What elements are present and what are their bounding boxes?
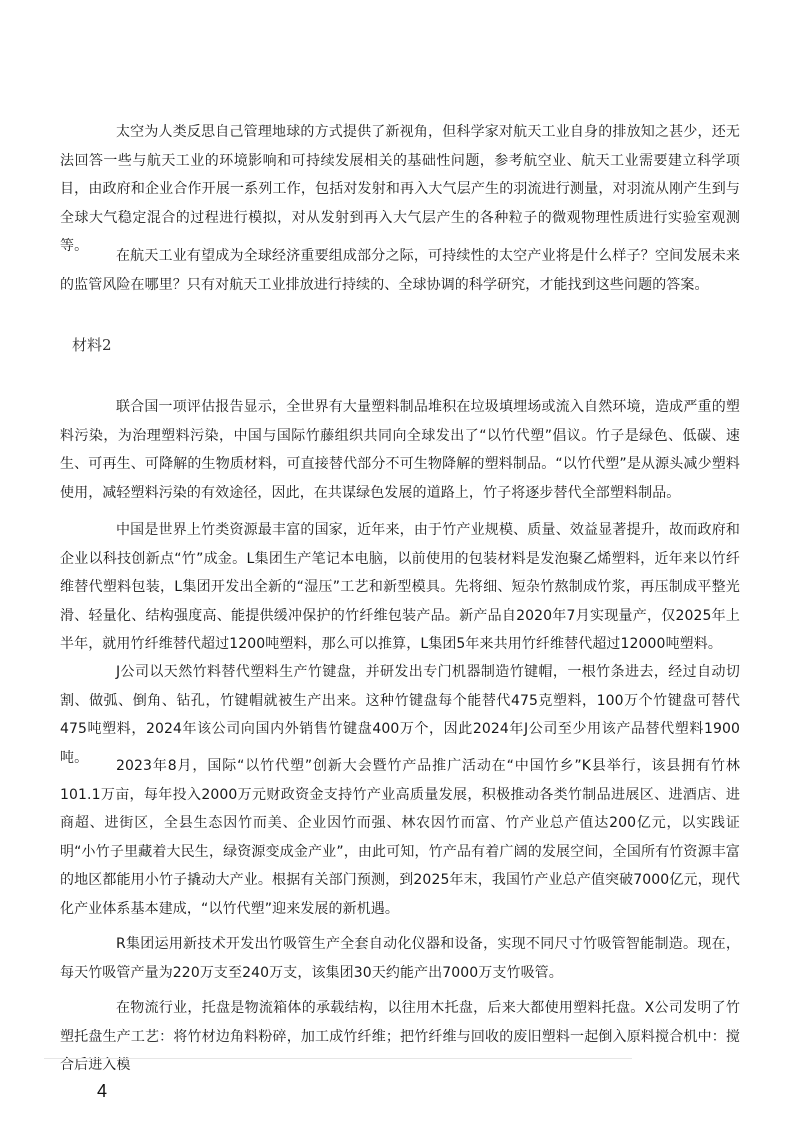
paragraph-j-company: J公司以天然竹料替代塑料生产竹键盘，并研发出专门机器制造竹键帽，一根竹条进去，经过自动切割、做弧、倒角、钻孔，竹键帽就被生产出来。这种竹键盘每个能替代475克塑料，100万个竹键盘可替代475吨塑料，2024年该公司向国内外销售竹键盘400万个，因此2024年J公司至少用该产品替代塑料1900吨。 xyxy=(60,664,740,766)
page-number: 4 xyxy=(97,1081,108,1101)
paragraph-space-industry-1: 太空为人类反思自己管理地球的方式提供了新视角，但科学家对航天工业自身的排放知之甚少，还无法回答一些与航天工业的环境影响和可持续发展相关的基础性问题，参考航空业、航天工业需要建立科学项目，由政府和企业合作开展一系列工作，包括对发射和再入大气层产生的羽流进行测量，对羽流从刚产生到与全球大气稳定混合的过程进行模拟，对从发射到再入大气层产生的各种粒子的微观物理性质进行实验室观测等。 xyxy=(60,124,740,254)
paragraph-space-industry-2: 在航天工业有望成为全球经济重要组成部分之际，可持续性的太空产业将是什么样子？空间发展未来的监管风险在哪里？只有对航天工业排放进行持续的、全球协调的科学研究，才能找到这些问题的答案。 xyxy=(60,248,740,293)
section-heading-material-2: 材料2 xyxy=(72,336,112,354)
paragraph-un-report: 联合国一项评估报告显示，全世界有大量塑料制品堆积在垃圾填埋场或流入自然环境，造成严重的塑料污染，为治理塑料污染，中国与国际竹藤组织共同向全球发出了“以竹代塑”倡议。竹子是绿色、低碳、速生、可再生、可降解的生物质材料，可直接替代部分不可生物降解的塑料制品。“以竹代塑”是从源头减少塑料使用，减轻塑料污染的有效途径，因此，在共谋绿色发展的道路上，竹子将逐步替代全部塑料制品。 xyxy=(60,399,740,501)
paragraph-x-company: 在物流行业，托盘是物流箱体的承载结构，以往用木托盘，后来大都使用塑料托盘。X公司发明了竹塑托盘生产工艺：将竹材边角料粉碎，加工成竹纤维；把竹纤维与回收的废旧塑料一起倒入原料搅合机中：搅合后进入模 xyxy=(60,1000,740,1073)
paragraph-k-county: 2023年8月，国际“以竹代塑”创新大会暨竹产品推广活动在“中国竹乡”K县举行，该县拥有竹林101.1万亩，每年投入2000万元财政资金支持竹产业高质量发展，积极推动各类竹制品进展区、进酒店、进商超、进街区，全县生态因竹而美、企业因竹而强、林农因竹而富、竹产业总产值达200亿元，以实践证明“小竹子里藏着大民生，绿资源变成金产业”，由此可知，竹产品有着广阔的发展空间，全国所有竹资源丰富的地区都能用小竹子撬动大产业。根据有关部门预测，到2025年末，我国竹产业总产值突破7000亿元，现代化产业体系基本建成，“以竹代塑”迎来发展的新机遇。 xyxy=(60,758,740,917)
paragraph-l-group: 中国是世界上竹类资源最丰富的国家，近年来，由于竹产业规模、质量、效益显著提升，故而政府和企业以科技创新点“竹”成金。L集团生产笔记本电脑，以前使用的包装材料是发泡聚乙烯塑料，近年来以竹纤维替代塑料包装，L集团开发出全新的“湿压”工艺和新型模具。先将细、短杂竹熬制成竹浆，再压制成平整光滑、轻量化、结构强度高、能提供缓冲保护的竹纤维包装产品。新产品自2020年7月实现量产，仅2025年上半年，就用竹纤维替代超过1200吨塑料，那么可以推算，L集团5年来共用竹纤维替代超过12000吨塑料。 xyxy=(60,522,740,652)
footer-divider xyxy=(44,1058,632,1059)
paragraph-r-group: R集团运用新技术开发出竹吸管生产全套自动化仪器和设备，实现不同尺寸竹吸管智能制造。现在，每天竹吸管产量为220万支至240万支，该集团30天约能产出7000万支竹吸管。 xyxy=(60,936,740,981)
